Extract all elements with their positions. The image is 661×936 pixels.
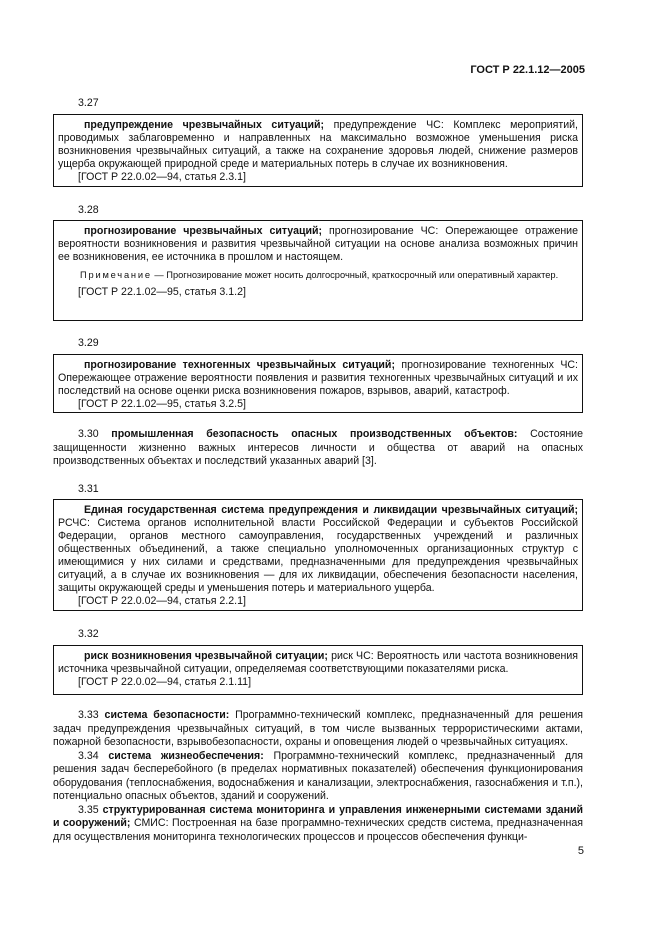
term: прогнозирование чрезвычайных ситуаций; [84, 225, 323, 237]
term: риск возникновения чрезвычайной ситуации; [84, 650, 328, 662]
entry-number: 3.28 [78, 204, 99, 216]
definition-box [53, 220, 583, 321]
source-reference: [ГОСТ Р 22.1.02—95, статья 3.2.5] [78, 398, 246, 410]
note-text: — Прогнозирование может носить долгосрочный, краткосрочный или оперативный характер. [151, 270, 559, 280]
definition: предупреждение ЧС: Комплекс мероприятий, проводимых заблаговременно и направленных на максимально возможное уменьшения риска возникновения чрезвычайных ситуаций, а также на сохранение здоровья людей, снижение размеров ущерба окружающей природной среде и материальных потерь в случае их возникновения. [58, 119, 578, 170]
definition: Программно-технический комплекс, предназначенный для решения задач предупреждения чрезвычайных ситуаций, в том числе вызванных террористическими актами, пожарной безопасности, взрывобезопасности, охраны и оповещения людей о чрезвычайных ситуациях. [53, 709, 583, 748]
definition: СМИС: Построенная на базе программно-технических средств система, предназначенная для осуществления мониторинга технологических процессов и процессов обеспечения функци- [53, 817, 584, 843]
paragraph-3-30 [53, 428, 583, 469]
definition-box [53, 354, 583, 413]
definition: прогнозирование техногенных ЧС: Опережающее отражение вероятности появления и развития техногенных чрезвычайных ситуаций и их последствий на основе оценки риска возникновения пожаров, взрывов, аварий, катастроф. [58, 359, 578, 397]
definition-text [54, 359, 582, 398]
definition-text [54, 119, 582, 171]
definition: прогнозирование ЧС: Опережающее отражение вероятности возникновения и развития чрезвычайной ситуации на основе анализа возможных причин ее возникновения, ее источника в прошлом и настоящем. [58, 225, 578, 263]
term: промышленная безопасность опасных производственных объектов: [111, 428, 518, 440]
term: система жизнеобеспечения: [108, 749, 264, 762]
note-label: Примечание [80, 270, 152, 280]
term: предупреждение чрезвычайных ситуаций; [84, 119, 324, 131]
entry-number: 3.29 [78, 337, 99, 349]
entry-number: 3.33 [78, 709, 99, 721]
source-reference: [ГОСТ Р 22.1.02—95, статья 3.1.2] [78, 286, 246, 298]
definition: Программно-технический комплекс, предназначенный для решения задач бесперебойного (в пределах нормативных показателей) обеспечения функционирования оборудования (теплоснабжения, водоснабжения и канализации, электроснабжения, газоснабжения и т.п.), потенциально опасных объектов, зданий и сооружений. [53, 749, 583, 802]
entry-number: 3.32 [78, 628, 99, 640]
paragraph-3-33 [53, 709, 583, 844]
definition: РСЧС: Система органов исполнительной власти Российской Федерации и субъектов Российской Федерации, органов местного самоуправления, государственных учреждений и различных общественных объединений, а также специально уполномоченных организационных структур с имеющимися у них силами и средствами, предназначенными для предупреждения чрезвычайных ситуаций, а в случае их возникновения — для их ликвидации, обеспечения безопасности населения, защиты окружающей среды и уменьшения потерь и материального ущерба. [58, 517, 578, 594]
standard-header: ГОСТ Р 22.1.12—2005 [470, 64, 585, 76]
definition-text [54, 225, 582, 264]
definition: Состояние защищенности жизненно важных интересов личности и общества от аварий на опасных производственных объектах и последствий указанных аварий [3]. [53, 428, 583, 467]
entry-number: 3.30 [78, 428, 99, 440]
term: Единая государственная система предупреждения и ликвидации чрезвычайных ситуаций; [84, 504, 578, 516]
term: прогнозирование техногенных чрезвычайных ситуаций; [84, 359, 395, 371]
source-reference: [ГОСТ Р 22.0.02—94, статья 2.3.1] [78, 171, 246, 183]
term: структурированная система мониторинга и управления инженерными системами зданий и сооружений; [53, 803, 583, 829]
entry-number: 3.27 [78, 97, 99, 109]
definition-box [53, 499, 583, 611]
entry-number: 3.35 [78, 803, 99, 816]
entry-number: 3.34 [78, 749, 99, 762]
definition: риск ЧС: Вероятность или частота возникновения источника чрезвычайной ситуации, определяемая соответствующими показателями риска. [58, 650, 578, 675]
term: система безопасности: [104, 709, 230, 721]
note [54, 269, 582, 281]
entry-number: 3.31 [78, 483, 99, 495]
definition-box [53, 645, 583, 695]
source-reference: [ГОСТ Р 22.0.02—94, статья 2.2.1] [78, 595, 246, 607]
definition-text [54, 650, 582, 676]
page-number: 5 [577, 845, 584, 857]
definition-text [54, 504, 582, 595]
source-reference: [ГОСТ Р 22.0.02—94, статья 2.1.11] [78, 676, 252, 688]
definition-box [53, 114, 583, 187]
